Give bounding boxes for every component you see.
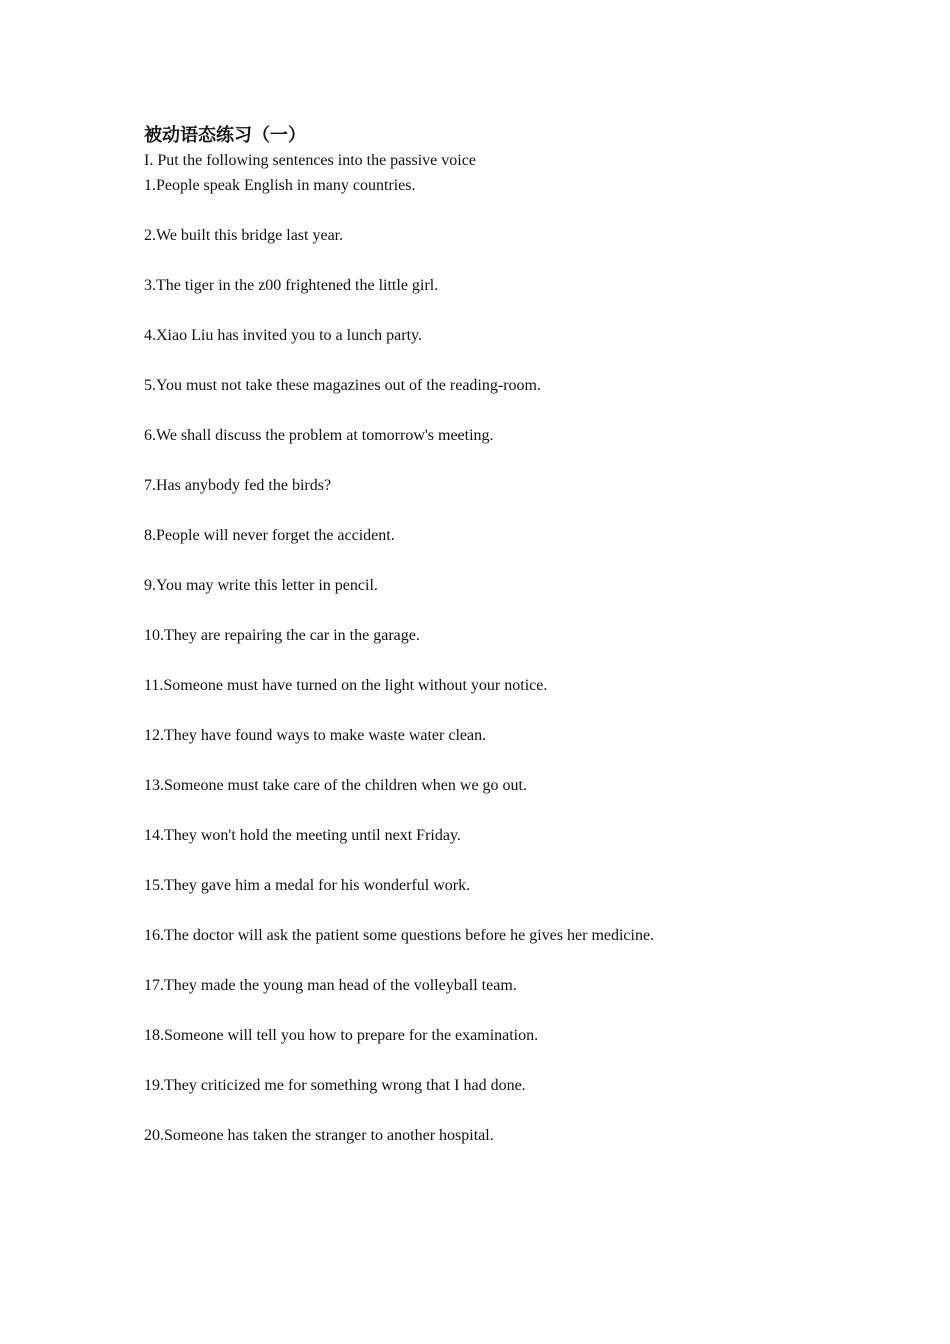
question-item: 13.Someone must take care of the children when we go out.: [144, 777, 527, 794]
document-title: 被动语态练习（一）: [144, 125, 306, 146]
question-item: 19.They criticized me for something wrong that I had done.: [144, 1077, 526, 1094]
question-item: 16.The doctor will ask the patient some questions before he gives her medicine.: [144, 927, 655, 944]
question-item: 20.Someone has taken the stranger to another hospital.: [144, 1127, 494, 1144]
question-item: 17.They made the young man head of the volleyball team.: [144, 977, 517, 994]
question-item: 12.They have found ways to make waste water clean.: [144, 727, 487, 744]
question-item: 10.They are repairing the car in the garage.: [144, 627, 420, 644]
question-item: 7.Has anybody fed the birds?: [144, 477, 332, 494]
question-item: 11.Someone must have turned on the light without your notice.: [144, 677, 548, 694]
question-item: 5.You must not take these magazines out of the reading-room.: [144, 377, 541, 394]
question-item: 4.Xiao Liu has invited you to a lunch party.: [144, 327, 423, 344]
question-item: 6.We shall discuss the problem at tomorrow's meeting.: [144, 427, 494, 444]
question-item: 14.They won't hold the meeting until next Friday.: [144, 827, 461, 844]
question-item: 2.We built this bridge last year.: [144, 227, 344, 244]
question-item: 9.You may write this letter in pencil.: [144, 577, 378, 594]
question-item: 8.People will never forget the accident.: [144, 527, 395, 544]
question-item: 15.They gave him a medal for his wonderful work.: [144, 877, 471, 894]
section-instruction: I. Put the following sentences into the passive voice: [144, 152, 476, 169]
question-item: 3.The tiger in the z00 frightened the little girl.: [144, 277, 439, 294]
question-item: 1.People speak English in many countries.: [144, 177, 416, 194]
question-list: [144, 173, 864, 1148]
question-item: 18.Someone will tell you how to prepare for the examination.: [144, 1027, 539, 1044]
document-page: [144, 124, 864, 1173]
